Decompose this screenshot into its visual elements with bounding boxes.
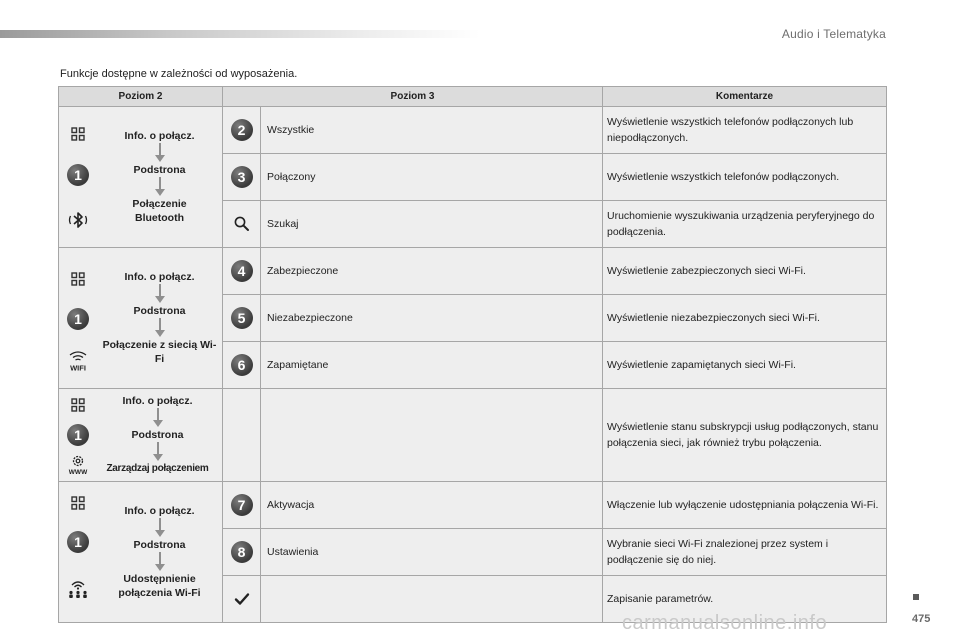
level2-path-wifi: [97, 249, 222, 387]
header-level-2: Poziom 2: [59, 87, 223, 107]
level3-label: Aktywacja: [267, 499, 315, 511]
comment-cell: Zapisanie parametrów.: [603, 576, 887, 623]
step-badge-6: 6: [231, 354, 253, 376]
level2-path-hotspot: [97, 483, 222, 621]
step-badge-2: 2: [231, 119, 253, 141]
grid-icon: [66, 393, 90, 417]
path-step-info: Info. o połącz.: [124, 504, 195, 517]
comment-cell: Wyświetlenie wszystkich telefonów podłączonych.: [603, 154, 887, 201]
level3-cell[interactable]: [223, 576, 603, 623]
step-badge-1: 1: [67, 164, 89, 186]
step-badge-5: 5: [231, 307, 253, 329]
step-badge-4: 4: [231, 260, 253, 282]
comment-cell: Uruchomienie wyszukiwania urządzenia peryferyjnego do podłączenia.: [603, 201, 887, 248]
gear-www-icon: [66, 453, 90, 477]
level3-label: Zabezpieczone: [267, 265, 339, 277]
step-badge-7: 7: [231, 494, 253, 516]
comment-cell: Wyświetlenie niezabezpieczonych sieci Wi-Fi.: [603, 295, 887, 342]
level2-cell-wifi: [59, 248, 223, 389]
level2-cell-bluetooth: [59, 107, 223, 248]
comment-cell: Włączenie lub wyłączenie udostępniania połączenia Wi-Fi.: [603, 482, 887, 529]
wifi-icon-label: WIFI: [70, 363, 86, 373]
step-badge-3: 3: [231, 166, 253, 188]
path-step-wifi-sharing: Udostępnienie połączenia Wi-Fi: [118, 573, 201, 600]
path-step-subpage: Podstrona: [131, 429, 184, 442]
step-badge-8: 8: [231, 541, 253, 563]
page-number: 475: [912, 613, 931, 625]
table-row: [59, 107, 887, 154]
header-comments: Komentarze: [603, 87, 887, 107]
step-badge-1: 1: [67, 308, 89, 330]
menu-table: [58, 86, 887, 623]
path-step-subpage: Podstrona: [133, 163, 186, 176]
level3-cell: [223, 389, 603, 482]
intro-text: Funkcje dostępne w zależności od wyposażenia.: [60, 68, 298, 80]
bluetooth-icon: [66, 208, 90, 232]
level3-label: Połączony: [267, 171, 316, 183]
step-badge-1: 1: [67, 424, 89, 446]
comment-cell: Wyświetlenie stanu subskrypcji usług podłączonych, stanu połączenia sieci, jak również trybu połączenia.: [603, 389, 887, 482]
level2-path-manage: [93, 389, 222, 481]
level3-cell[interactable]: [223, 342, 603, 389]
grid-icon: [66, 267, 90, 291]
table-row: [59, 248, 887, 295]
level3-cell[interactable]: [223, 295, 603, 342]
grid-icon: [66, 491, 90, 515]
level2-cell-manage: [59, 389, 223, 482]
step-badge-1: 1: [67, 531, 89, 553]
arrow-down-icon: [153, 442, 163, 462]
path-step-info: Info. o połącz.: [124, 270, 195, 283]
path-step-subpage: Podstrona: [133, 538, 186, 551]
comment-cell: Wyświetlenie zapamiętanych sieci Wi-Fi.: [603, 342, 887, 389]
level3-label: Ustawienia: [267, 546, 319, 558]
level3-cell[interactable]: [223, 107, 603, 154]
level2-path-bluetooth: [97, 108, 222, 246]
grid-icon: [66, 122, 90, 146]
level3-label: Szukaj: [267, 218, 299, 230]
level3-cell[interactable]: [223, 248, 603, 295]
table-row: [59, 389, 887, 482]
table-row: [59, 482, 887, 529]
level3-cell[interactable]: [223, 529, 603, 576]
arrow-down-icon: [155, 318, 165, 338]
checkmark-icon: [234, 592, 250, 606]
path-step-subpage: Podstrona: [133, 304, 186, 317]
wifi-icon: [66, 349, 90, 373]
arrow-down-icon: [155, 177, 165, 197]
level3-cell[interactable]: [223, 201, 603, 248]
section-title: Audio i Telematyka: [781, 27, 886, 41]
hotspot-icon: [66, 577, 90, 601]
watermark: carmanualsonline.info: [622, 612, 828, 634]
page-marker: [913, 594, 919, 600]
comment-cell: Wybranie sieci Wi-Fi znalezionej przez system i podłączenie się do niej.: [603, 529, 887, 576]
header-level-3: Poziom 3: [223, 87, 603, 107]
header-gradient-bar: [0, 30, 480, 38]
level3-cell[interactable]: [223, 154, 603, 201]
arrow-down-icon: [155, 552, 165, 572]
path-step-info: Info. o połącz.: [124, 129, 195, 142]
arrow-down-icon: [153, 408, 163, 428]
comment-cell: Wyświetlenie wszystkich telefonów podłączonych lub niepodłączonych.: [603, 107, 887, 154]
arrow-down-icon: [155, 143, 165, 163]
table-header-row: [59, 87, 887, 107]
level3-cell[interactable]: [223, 482, 603, 529]
arrow-down-icon: [155, 518, 165, 538]
comment-cell: Wyświetlenie zabezpieczonych sieci Wi-Fi.: [603, 248, 887, 295]
level2-cell-hotspot: [59, 482, 223, 623]
path-step-bluetooth-connection: Połączenie Bluetooth: [132, 198, 187, 225]
level3-label: Niezabezpieczone: [267, 312, 353, 324]
path-step-manage-connection: Zarządzaj połączeniem: [106, 463, 209, 475]
path-step-wifi-connection: Połączenie z siecią Wi-Fi: [102, 339, 217, 366]
arrow-down-icon: [155, 284, 165, 304]
level3-label: Wszystkie: [267, 124, 315, 136]
level3-label: Zapamiętane: [267, 359, 329, 371]
magnifier-icon: [233, 215, 251, 233]
path-step-info: Info. o połącz.: [122, 395, 193, 408]
www-icon-label: WWW: [68, 469, 88, 476]
